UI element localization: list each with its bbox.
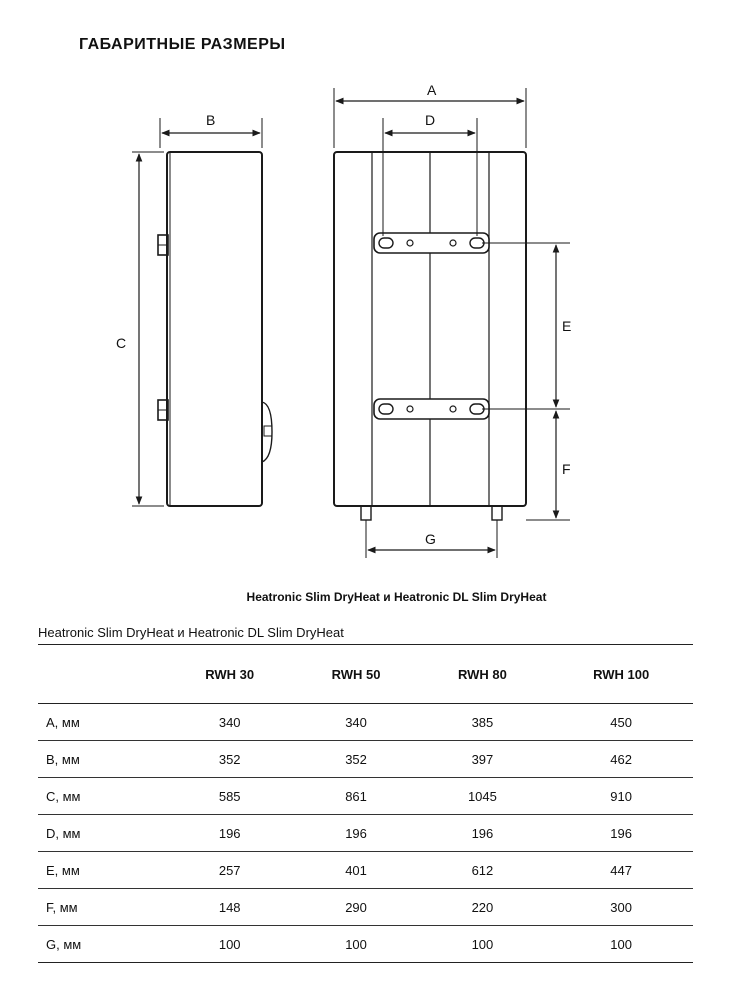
row-label: G, мм [46, 936, 82, 952]
dim-label-d: D [425, 112, 436, 128]
dim-label-e: E [562, 318, 572, 334]
table-cell: 352 [345, 751, 367, 767]
dimensions-table [38, 644, 693, 963]
dim-label-f: F [562, 461, 571, 477]
table-row [38, 741, 693, 778]
table-cell: 100 [471, 936, 494, 952]
table-row [38, 778, 693, 815]
table-cell: 257 [218, 862, 241, 878]
table-row [38, 889, 693, 926]
header-blank [38, 645, 163, 704]
table-cell: 340 [218, 714, 241, 730]
header-model: RWH 30 [205, 666, 255, 682]
table-cell: 612 [471, 862, 494, 878]
page-title: ГАБАРИТНЫЕ РАЗМЕРЫ [79, 36, 286, 53]
dim-label-c: C [116, 335, 127, 351]
row-label: E, мм [46, 862, 80, 878]
header-model: RWH 50 [331, 666, 381, 682]
header-model: RWH 80 [457, 666, 507, 682]
table-cell: 148 [218, 899, 241, 915]
table-cell: 861 [345, 788, 367, 804]
table-row [38, 815, 693, 852]
table-cell: 100 [345, 936, 367, 952]
table-cell: 401 [345, 862, 367, 878]
dim-label-b: B [206, 112, 216, 128]
row-label: В, мм [46, 751, 80, 767]
row-label: F, мм [46, 899, 78, 915]
table-cell: 352 [218, 751, 241, 767]
dim-label-g: G [425, 531, 436, 547]
row-label: D, мм [46, 825, 81, 841]
drawing-caption: Heatronic Slim DryHeat и Heatronic DL Slim DryHeat [246, 590, 547, 604]
table-cell: 300 [610, 899, 632, 915]
table-cell: 462 [610, 751, 632, 767]
table-row [38, 852, 693, 889]
table-cell: 447 [610, 862, 632, 878]
table-cell: 290 [345, 899, 367, 915]
table-cell: 196 [610, 825, 632, 841]
table-cell: 450 [610, 714, 632, 730]
table-header-row [38, 645, 693, 704]
side-view [132, 118, 272, 506]
row-label: А, мм [46, 714, 80, 730]
table-cell: 385 [471, 714, 494, 730]
table-row [38, 926, 693, 963]
table-cell: 397 [471, 751, 494, 767]
table-cell: 196 [218, 825, 241, 841]
table-cell: 1045 [467, 788, 497, 804]
table-cell: 100 [218, 936, 241, 952]
table-cell: 585 [218, 788, 241, 804]
row-label: С, мм [46, 788, 81, 804]
table-cell: 910 [610, 788, 632, 804]
table-title: Heatronic Slim DryHeat и Heatronic DL Slim DryHeat [38, 625, 344, 640]
table-row [38, 704, 693, 741]
table-cell: 196 [345, 825, 367, 841]
table-cell: 100 [610, 936, 632, 952]
table-cell: 196 [471, 825, 494, 841]
front-view [334, 88, 570, 558]
table-cell: 340 [345, 714, 367, 730]
header-model: RWH 100 [593, 666, 650, 682]
dim-label-a: A [427, 82, 437, 98]
table-cell: 220 [471, 899, 494, 915]
